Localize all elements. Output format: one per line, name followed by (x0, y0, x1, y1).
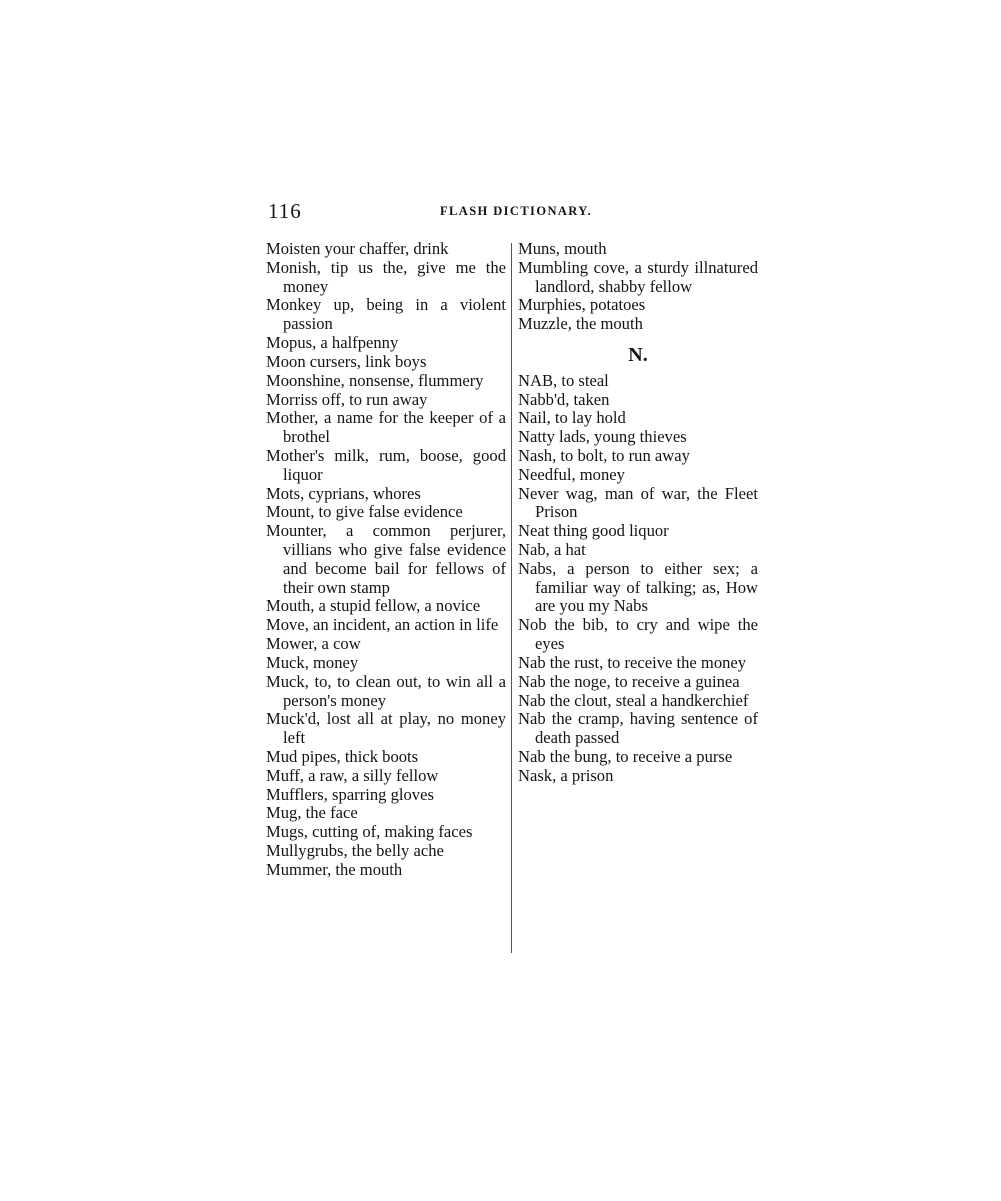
dictionary-entry: Nab, a hat (518, 540, 586, 559)
dictionary-entry: Moon cursers, link boys (266, 351, 427, 371)
column-divider (511, 243, 512, 953)
dictionary-entry: Nab the rust, to receive the money (518, 652, 747, 672)
dictionary-entry: Mower, a cow (266, 634, 361, 654)
dictionary-entry: Moisten your chaffer, drink (266, 239, 449, 258)
dictionary-entry: Mumbling cove, a sturdy illnatured landlord, shabby fellow (518, 257, 758, 296)
dictionary-entry: Mother's milk, rum, boose, good liquor (266, 445, 506, 484)
dictionary-entry: Mugs, cutting of, making faces (266, 822, 473, 842)
dictionary-entry: Move, an incident, an action in life (266, 615, 499, 635)
dictionary-entry: NAB, to steal (518, 370, 609, 390)
dictionary-entry: Natty lads, young thieves (518, 427, 687, 447)
dictionary-entry: Nash, to bolt, to run away (518, 445, 690, 465)
dictionary-entry: Mounter, a common perjurer, villians who give false evidence and become bail for fellows of their own stamp (266, 521, 506, 597)
dictionary-entry: Mug, the face (266, 803, 358, 823)
running-head: FLASH DICTIONARY. (440, 204, 593, 218)
dictionary-entry: Morriss off, to run away (266, 389, 428, 409)
left-column (266, 240, 506, 880)
dictionary-entry: Muck, to, to clean out, to win all a person's money (266, 671, 506, 710)
dictionary-entry: Mullygrubs, the belly ache (266, 841, 444, 860)
dictionary-entry: Neat thing good liquor (518, 521, 669, 541)
dictionary-entry: Muzzle, the mouth (518, 314, 643, 334)
section-letter-heading: N. (628, 344, 648, 367)
dictionary-entry: Monkey up, being in a violent passion (266, 295, 506, 334)
dictionary-entry: Mother, a name for the keeper of a brothel (266, 408, 506, 447)
dictionary-entry: Never wag, man of war, the Fleet Prison (518, 483, 758, 522)
dictionary-entry: Muck, money (266, 652, 359, 672)
dictionary-entry: Monish, tip us the, give me the money (266, 257, 506, 296)
dictionary-entry: Needful, money (518, 464, 625, 484)
dictionary-entry: Mots, cyprians, whores (266, 483, 421, 503)
dictionary-entry: Nab the bung, to receive a purse (518, 746, 733, 766)
dictionary-entry: Mufflers, sparring gloves (266, 784, 434, 804)
dictionary-entry: Murphies, potatoes (518, 295, 646, 315)
dictionary-entry: Nask, a prison (518, 765, 614, 785)
dictionary-entry: Nab the noge, to receive a guinea (518, 671, 740, 691)
dictionary-entry: Nab the clout, steal a handkerchief (518, 690, 749, 710)
dictionary-entry: Nab the cramp, having sentence of death passed (518, 709, 758, 748)
dictionary-entry: Muff, a raw, a silly fellow (266, 765, 439, 785)
page-number: 116 (268, 199, 302, 223)
dictionary-entry: Mount, to give false evidence (266, 502, 463, 522)
dictionary-entry: Muns, mouth (518, 239, 607, 258)
right-column (518, 240, 758, 786)
dictionary-entry: Moonshine, nonsense, flummery (266, 370, 484, 390)
dictionary-entry: Muck'd, lost all at play, no money left (266, 709, 506, 748)
dictionary-entry: Nabb'd, taken (518, 389, 610, 409)
dictionary-entry: Nabs, a person to either sex; a familiar way of talking; as, How are you my Nabs (518, 558, 758, 616)
dictionary-entry: Mummer, the mouth (266, 859, 403, 879)
dictionary-entry: Mopus, a halfpenny (266, 333, 399, 353)
dictionary-entry: Mud pipes, thick boots (266, 746, 419, 766)
dictionary-entry: Nob the bib, to cry and wipe the eyes (518, 615, 758, 654)
dictionary-entry: Mouth, a stupid fellow, a novice (266, 596, 481, 616)
dictionary-entry: Nail, to lay hold (518, 408, 626, 428)
